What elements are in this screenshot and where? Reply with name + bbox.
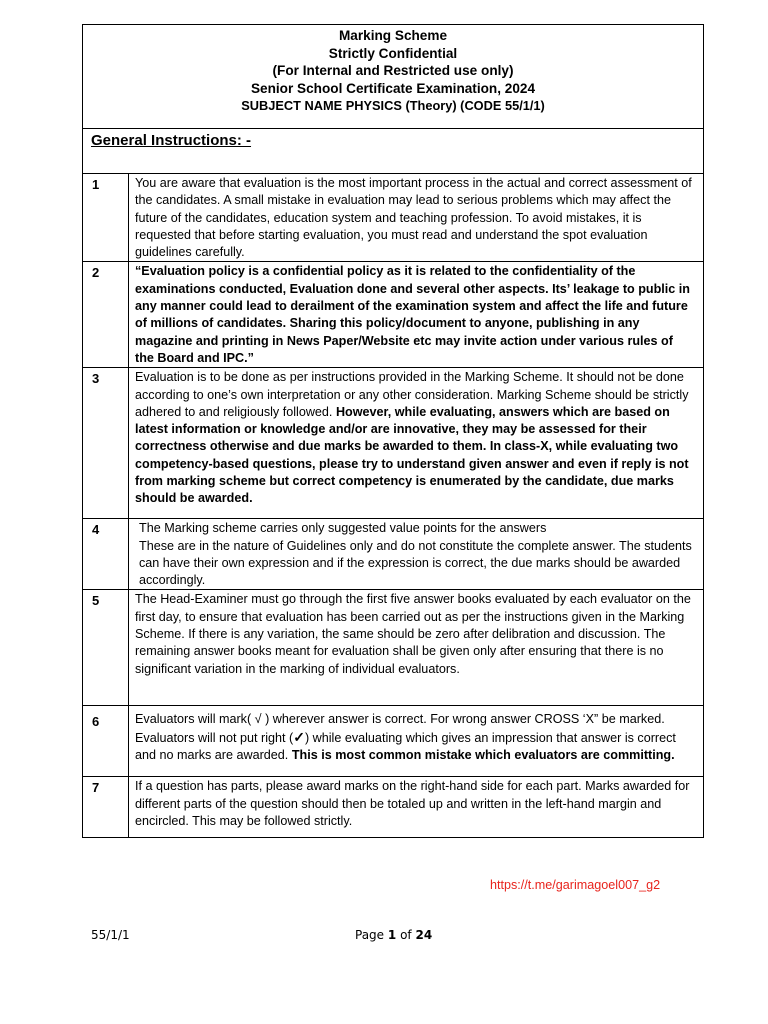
instruction-number: 5 xyxy=(83,590,129,706)
instruction-row xyxy=(83,706,704,777)
instruction-text: The Head-Examiner must go through the first five answer books evaluated by each evaluator on the first day, to ensure that evaluation has been carried out as per the instructions given in the Marking Scheme. If there is any variation, the same should be zero after delibration and discussion. The remaining answer books meant for evaluation shall be given only after ensuring that there is no significant variation in the marking of individual evaluators. xyxy=(129,590,704,706)
instruction-text: “Evaluation policy is a confidential policy as it is related to the confidentiality of the examinations conducted, Evaluation done and several other aspects. Its’ leakage to public in any manner could lead to derailment of the examination system and affect the life and future of millions of candidates. Sharing this policy/document to anyone, publishing in any magazine and printing in News Paper/Website etc may invite action under various rules of the Board and IPC.” xyxy=(129,262,704,368)
instruction-text: Evaluation is to be done as per instructions provided in the Marking Scheme. It should not be done according to one’s own interpretation or any other consideration. Marking Scheme should be strictly adhered to and religiously followed. However, while evaluating, answers which are based on latest information or knowledge and/or are innovative, they may be assessed for their correctness otherwise and due marks be awarded to them. In class-X, while evaluating two competency-based questions, please try to understand given answer and even if reply is not from marking scheme but correct competency is enumerated by the candidate, due marks should be awarded. xyxy=(129,368,704,519)
header-confidential: Strictly Confidential xyxy=(328,45,458,61)
instruction-number: 1 xyxy=(83,174,129,262)
header-subject: SUBJECT NAME PHYSICS (Theory) (CODE 55/1/1) xyxy=(241,98,545,113)
instruction-number: 7 xyxy=(83,777,129,838)
page-number: Page 1 of 24 xyxy=(355,928,433,942)
header-exam: Senior School Certificate Examination, 2024 xyxy=(250,80,536,96)
general-instructions-title: General Instructions: - xyxy=(91,132,252,149)
instruction-number: 6 xyxy=(83,706,129,777)
telegram-link[interactable]: https://t.me/garimagoel007_g2 xyxy=(490,878,661,892)
marking-scheme-table xyxy=(82,24,704,838)
footer-code: 55/1/1 xyxy=(91,928,130,942)
instruction-number: 2 xyxy=(83,262,129,368)
instruction-row xyxy=(83,590,704,706)
instruction-row xyxy=(83,519,704,590)
general-instructions-header xyxy=(83,129,704,174)
instruction-row xyxy=(83,262,704,368)
instruction-text: If a question has parts, please award marks on the right-hand side for each part. Marks awarded for different parts of the question should then be totaled up and written in the left-hand margin and encircled. This may be followed strictly. xyxy=(129,777,704,838)
instruction-text: Evaluators will mark( √ ) wherever answer is correct. For wrong answer CROSS ‘X” be marked. Evaluators will not put right (✓) while evaluating which gives an impression that answer is correct and no marks are awarded. This is most common mistake which evaluators are committing. xyxy=(129,706,704,777)
instruction-text: The Marking scheme carries only suggested value points for the answers These are in the nature of Guidelines only and do not constitute the complete answer. The students can have their own expression and if the expression is correct, the due marks should be awarded accordingly. xyxy=(129,519,704,590)
header-restricted: (For Internal and Restricted use only) xyxy=(272,63,514,78)
instruction-row xyxy=(83,777,704,838)
instruction-number: 4 xyxy=(83,519,129,590)
instruction-row xyxy=(83,174,704,262)
checkmark-icon: ✓ xyxy=(293,728,305,745)
header-title: Marking Scheme xyxy=(338,28,448,43)
instruction-row xyxy=(83,368,704,519)
document-header xyxy=(83,25,704,129)
instruction-number: 3 xyxy=(83,368,129,519)
instruction-text: You are aware that evaluation is the most important process in the actual and correct assessment of the candidates. A small mistake in evaluation may lead to serious problems which may affect the future of the candidates, education system and teaching profession. To avoid mistakes, it is requested that before starting evaluation, you must read and understand the spot evaluation guidelines carefully. xyxy=(129,174,704,262)
